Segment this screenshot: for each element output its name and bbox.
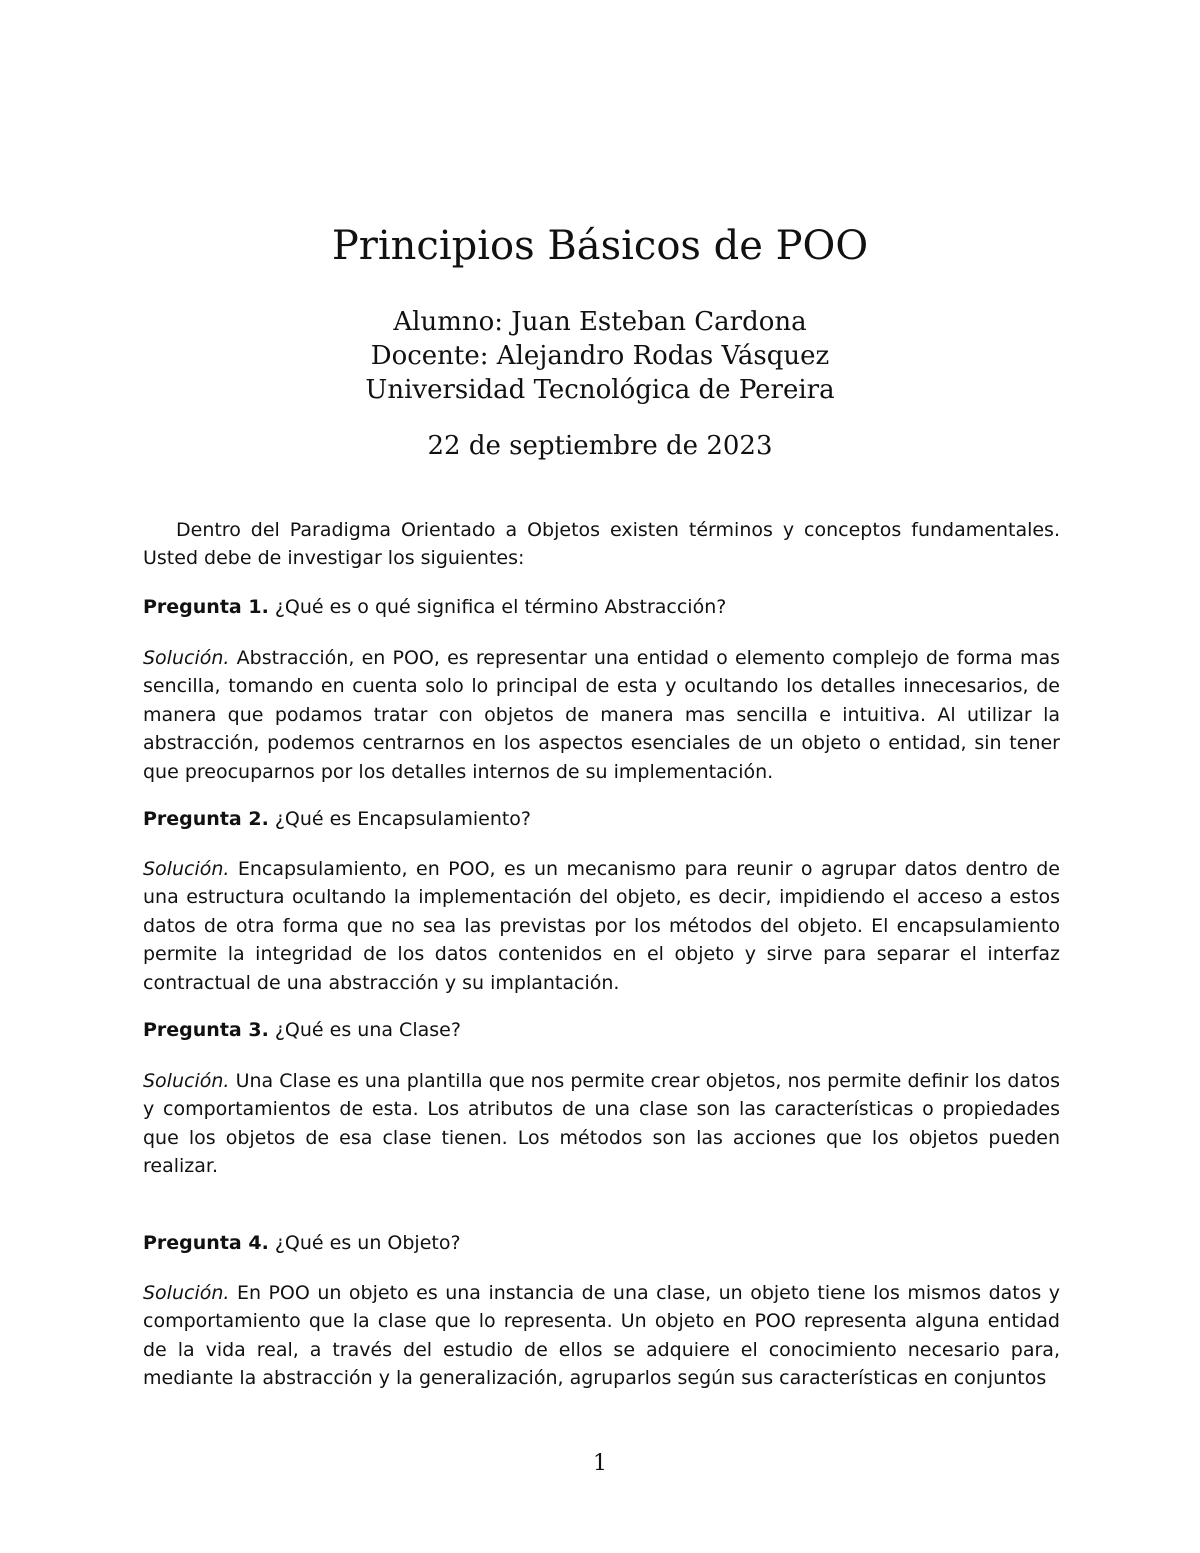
answer-2 [143, 855, 1060, 997]
answer-4 [143, 1279, 1060, 1393]
question-label: Pregunta 4. [143, 1232, 269, 1254]
answer-text: Una Clase es una plantilla que nos permite crear objetos, nos permite definir los datos y comportamientos de esta. Los atributos de una clase son las características o propiedades que los objetos de esa clase tienen. Los métodos son las acciones que los objetos pueden realizar. [143, 1070, 1060, 1178]
solution-label: Solución. [143, 858, 230, 880]
answer-text: Abstracción, en POO, es representar una entidad o elemento complejo de forma mas sencilla, tomando en cuenta solo lo principal de esta y ocultando los detalles innecesarios, de manera que podamos tratar con objetos de manera mas sencilla e intuitiva. Al utilizar la abstracción, podemos centrarnos en los aspectos esenciales de un objeto o entidad, sin tener que preocuparnos por los detalles internos de su implementación. [143, 647, 1060, 783]
question-text: ¿Qué es Encapsulamiento? [274, 808, 532, 830]
intro-paragraph: Dentro del Paradigma Orientado a Objetos existen términos y conceptos fundamentales. Usted debe de investigar los siguientes: [143, 519, 1060, 570]
question-label: Pregunta 3. [143, 1019, 269, 1041]
question-text: ¿Qué es o qué significa el término Abstracción? [274, 596, 727, 618]
solution-label: Solución. [143, 1282, 230, 1304]
question-label: Pregunta 1. [143, 596, 269, 618]
answer-text: En POO un objeto es una instancia de una clase, un objeto tiene los mismos datos y comportamiento que la clase que lo representa. Un objeto en POO representa alguna entidad de la vida real, a través del estudio de ellos se adquiere el conocimiento necesario para, mediante la abstracción y la generalización, agruparlos según sus características en conjuntos [143, 1282, 1060, 1390]
answer-text: Encapsulamiento, en POO, es un mecanismo para reunir o agrupar datos dentro de una estructura ocultando la implementación del objeto, es decir, impidiendo el acceso a estos datos de otra forma que no sea las previstas por los métodos del objeto. El encapsulamiento permite la integridad de los datos contenidos en el objeto y sirve para separar el interfaz contractual de una abstracción y su implantación. [143, 858, 1060, 994]
solution-label: Solución. [143, 1070, 230, 1092]
answer-1 [143, 644, 1060, 786]
university-name: Universidad Tecnológica de Pereira [365, 375, 835, 405]
document-title: Principios Básicos de POO [331, 223, 869, 269]
question-1 [143, 593, 1060, 621]
question-3 [143, 1016, 1060, 1044]
teacher-name: Docente: Alejandro Rodas Vásquez [370, 341, 830, 371]
student-name: Alumno: Juan Esteban Cardona [393, 307, 807, 337]
question-text: ¿Qué es una Clase? [274, 1019, 461, 1041]
answer-3 [143, 1067, 1060, 1181]
question-label: Pregunta 2. [143, 808, 269, 830]
document-date: 22 de septiembre de 2023 [427, 431, 773, 461]
question-4 [143, 1229, 1060, 1257]
question-2 [143, 805, 1060, 833]
question-text: ¿Qué es un Objeto? [274, 1232, 461, 1254]
solution-label: Solución. [143, 647, 230, 669]
page-number: 1 [593, 1451, 607, 1476]
